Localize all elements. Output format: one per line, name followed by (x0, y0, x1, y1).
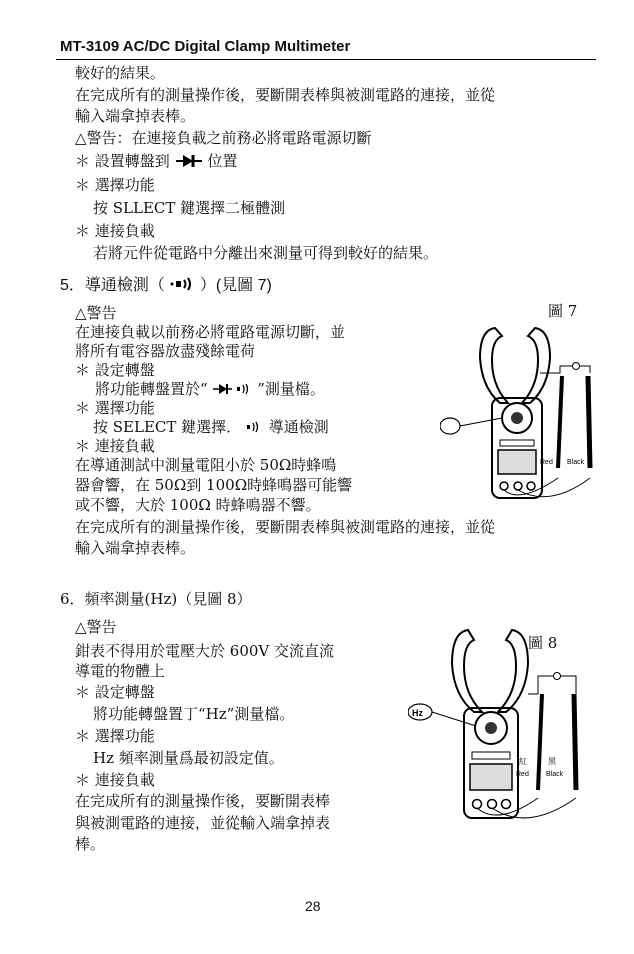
text-line: Hz 頻率測量爲最初設定值。 (93, 749, 284, 767)
text-line: 導電的物體上 (75, 662, 166, 680)
text-line: 棒。 (75, 835, 106, 853)
text-line: △警告 (75, 618, 117, 636)
text-line: 輸入端拿掉表棒。 (75, 107, 196, 125)
text-line: 鉗表不得用於電壓大於 600V 交流直流 (75, 642, 335, 660)
text-line: ＊ 設定轉盤 (75, 361, 155, 379)
text-line: ＊ 選擇功能 (75, 399, 155, 417)
page-number: 28 (305, 898, 321, 914)
text-line: 將功能轉盤置丁“Hz”測量檔。 (93, 705, 295, 723)
text-line: 將功能轉盤置於“ ”測量檔。 (95, 380, 325, 398)
text-line: 按 SELECT 鍵選擇． 導通檢測 (93, 418, 329, 436)
hz-callout-label: Hz (412, 708, 423, 718)
document-header: MT-3109 AC/DC Digital Clamp Multimeter (60, 38, 351, 55)
text-line: 與被測電路的連接，並從輸入端拿掉表 (75, 814, 331, 832)
probe-black-label: Black (567, 459, 585, 466)
diode-continuity-icon (212, 383, 252, 395)
text-line: ＊ 選擇功能 (75, 727, 155, 745)
probe-red-label: Red (516, 771, 529, 778)
probe-black-cn-label: 黑 (548, 757, 556, 766)
text-line: ＊ 選擇功能 (75, 176, 155, 194)
text-line: 器會響，在 50Ω到 100Ω時蜂鳴器可能響 (75, 476, 353, 494)
clamp-meter-figure-7 (440, 318, 610, 508)
figure-7-label: 圖 7 (548, 302, 578, 320)
text-line: 輸入端拿掉表棒。 (75, 539, 196, 557)
section-5-title: 5．導通檢測（ ）(見圖 7) (60, 277, 272, 294)
text-line: 按 SLLECT 鍵選擇二極體測 (93, 199, 286, 217)
section-6-title: 6．頻率測量(Hz)（見圖 8） (60, 590, 252, 608)
text-line: ＊ 連接負載 (75, 222, 155, 240)
diode-icon (175, 154, 203, 168)
text-line: 在完成所有的測量操作後，要斷開表棒 (75, 792, 331, 810)
warning-line: △警告：在連接負載之前務必將電路電源切斷 (75, 129, 372, 147)
probe-black-label: Black (546, 771, 564, 778)
text-line: ＊ 連接負載 (75, 771, 155, 789)
text-line (75, 152, 237, 171)
probe-red-cn-label: 紅 (519, 757, 527, 766)
text-line: △警告 (75, 304, 117, 322)
continuity-icon (169, 277, 195, 291)
text-line: 在完成所有的測量操作後，要斷開表棒與被測電路的連接，並從 (75, 518, 496, 536)
text-line: 或不響，大於 100Ω 時蜂鳴器不響。 (75, 496, 321, 514)
continuity-icon (246, 421, 264, 433)
text-line: 在完成所有的測量操作後，要斷開表棒與被測電路的連接，並從 (75, 86, 496, 104)
text-line: ＊ 設定轉盤 (75, 683, 155, 701)
text-line: 在連接負載以前務必將電路電源切斷，並 (75, 323, 346, 341)
text-line: 若將元件從電路中分離出來測量可得到較好的結果。 (93, 244, 439, 262)
probe-red-label: Red (540, 459, 553, 466)
figure-8-label: 圖 8 (528, 634, 558, 652)
text-line: ＊ 連接負載 (75, 437, 155, 455)
text-line: 將所有電容器放盡殘餘電荷 (75, 342, 256, 360)
set-dial-text: ＊ 設置轉盤到 (75, 152, 170, 170)
position-text: 位置 (207, 152, 238, 170)
clamp-meter-figure-8 (408, 620, 608, 840)
header-rule (56, 59, 596, 60)
text-line: 較好的結果。 (75, 64, 166, 82)
text-line: 在導通測試中測量電阻小於 50Ω時蜂鳴 (75, 456, 337, 474)
